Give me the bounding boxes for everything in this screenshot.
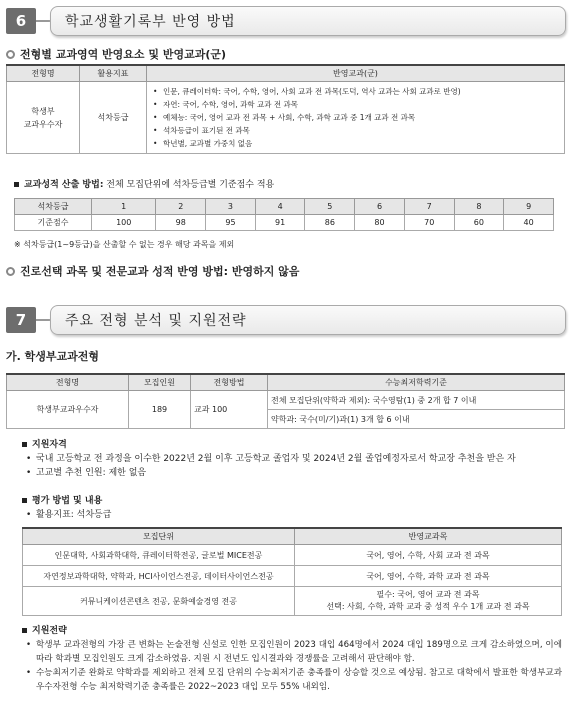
part-title: 가. 학생부교과전형	[6, 350, 100, 363]
list-item: • 자연: 국어, 수학, 영어, 과학 교과 전 과목	[153, 98, 558, 111]
section-7-number: 7	[6, 307, 36, 333]
qualification: 지원자격 • 국내 고등학교 전 과정을 이수한 2022년 2월 이후 고등학교 졸업자 및 2024년 2월 졸업예정자로서 학교장 추천을 받은 자 • 고교별 추천 인원: 제한 없음	[22, 438, 562, 480]
section-7-header	[6, 305, 566, 335]
section-6-title: 학교생활기록부 반영 방법	[50, 6, 566, 36]
square-bullet-icon	[22, 498, 27, 503]
grade-table: 석차등급 1 2 3 4 5 6 7 8 9 기준점수 100 98 95 91 86 80 70 60 40	[14, 198, 554, 231]
subheading-1: 전형별 교과영역 반영요소 및 반영교과(군)	[6, 46, 226, 62]
row-name: 학생부 교과우수자	[7, 82, 80, 154]
section-6-number: 6	[6, 8, 36, 34]
grade-note: ※ 석차등급(1~9등급)을 산출할 수 없는 경우 해당 과목을 제외	[14, 240, 235, 249]
admission-table: 전형명 모집인원 전형방법 수능최저학력기준 학생부교과우수자 189 교과 100 전체 모집단위(약학과 제외): 국수영탐(1) 중 2개 합 7 이내 약학과: 국수(미/기)과(1) 3개 합 6 이내	[6, 373, 565, 429]
list-item: • 고교별 추천 인원: 제한 없음	[26, 466, 562, 480]
list-item: • 학년별, 교과별 가중치 없음	[153, 137, 558, 150]
table-row: 인문대학, 사회과학대학, 큐레이터학전공, 글로벌 MICE전공 국어, 영어, 수학, 사회 교과 전 과목	[23, 545, 562, 566]
circle-bullet-icon	[6, 267, 15, 276]
list-item: • 국내 고등학교 전 과정을 이수한 2022년 2월 이후 고등학교 졸업자 및 2024년 2월 졸업예정자로서 학교장 추천을 받은 자	[26, 452, 562, 466]
subheading-2: 진로선택 과목 및 전문교과 성적 반영 방법: 반영하지 않음	[6, 263, 299, 279]
square-bullet-icon	[22, 628, 27, 633]
square-bullet-icon	[14, 182, 19, 187]
list-item: • 활용지표: 석차등급	[26, 508, 111, 522]
calc-method: 교과성적 산출 방법: 전체 모집단위에 석차등급별 기준점수 적용	[14, 178, 274, 192]
list-item: • 예체능: 국어, 영어 교과 전 과목 + 사회, 수학, 과학 교과 중 1개 교과 전 과목	[153, 111, 558, 124]
list-item: • 수능최저기준 완화로 약학과를 제외하고 전체 모집 단위의 수능최저기준 충족률이 상승할 것으로 예상됨. 참고로 대학에서 발표한 학생부교과우수자전형 수능 최저학력기준 충족률은 2022~2023 대입 모두 55% 내외임.	[26, 666, 562, 694]
reflect-table: 전형명 활용지표 반영교과(군) 학생부 교과우수자 석차등급 • 인문, 큐레이터학: 국어, 수학, 영어, 사회 교과 전 과목(도덕, 역사 교과는 사회 교과로 반영) • 자연: 국어, 수학, 영어, 과학 교과 전 과목 • 예체능: 국어, 영어 교과 전 과목 + 사회, 수학, 과학 교과 중 1개 교과 전 과목 • 석차등급이 표기된 전 과목 • 학년별, 교과별 가중치 없음	[6, 64, 565, 154]
subject-table: 모집단위 반영교과목 인문대학, 사회과학대학, 큐레이터학전공, 글로벌 MICE전공 국어, 영어, 수학, 사회 교과 전 과목 자연정보과학대학, 약학과, HCI사이언스전공, 데이터사이언스전공 국어, 영어, 수학, 과학 교과 전 과목 커뮤니케이션콘텐츠 전공, 문화예술경영 전공 필수: 국어, 영어 교과 전 과목 선택: 사회, 수학, 과학 교과 중 성적 우수 1개 교과 전 과목	[22, 527, 562, 616]
table-row: 자연정보과학대학, 약학과, HCI사이언스전공, 데이터사이언스전공 국어, 영어, 수학, 과학 교과 전 과목	[23, 566, 562, 587]
circle-bullet-icon	[6, 50, 15, 59]
list-item: • 석차등급이 표기된 전 과목	[153, 124, 558, 137]
section-7-title: 주요 전형 분석 및 지원전략	[50, 305, 566, 335]
square-bullet-icon	[22, 442, 27, 447]
list-item: • 학생부 교과전형의 가장 큰 변화는 논술전형 신설로 인한 모집인원이 2023 대입 464명에서 2024 대입 189명으로 크게 감소하였으며, 이에 따라 학과별 모집인원도 크게 감소하였음. 지원 시 전년도 입시결과와 경쟁률을 고려해서 판단해야 함.	[26, 638, 562, 666]
table-row: 커뮤니케이션콘텐츠 전공, 문화예술경영 전공 필수: 국어, 영어 교과 전 과목 선택: 사회, 수학, 과학 교과 중 성적 우수 1개 교과 전 과목	[23, 587, 562, 616]
strategy: 지원전략 • 학생부 교과전형의 가장 큰 변화는 논술전형 신설로 인한 모집인원이 2023 대입 464명에서 2024 대입 189명으로 크게 감소하였으며, 이에 따라 학과별 모집인원도 크게 감소하였음. 지원 시 전년도 입시결과와 경쟁률을 고려해서 판단해야 함. • 수능최저기준 완화로 약학과를 제외하고 전체 모집 단위의 수능최저기준 충족률이 상승할 것으로 예상됨. 참고로 대학에서 발표한 학생부교과우수자전형 수능 최저학력기준 충족률은 2022~2023 대입 모두 55% 내외임.	[22, 624, 562, 694]
evaluation: 평가 방법 및 내용 • 활용지표: 석차등급	[22, 494, 111, 522]
row-indicator: 석차등급	[80, 82, 147, 154]
row-items	[147, 82, 565, 154]
section-6-header	[6, 6, 566, 36]
list-item: • 인문, 큐레이터학: 국어, 수학, 영어, 사회 교과 전 과목(도덕, 역사 교과는 사회 교과로 반영)	[153, 85, 558, 98]
